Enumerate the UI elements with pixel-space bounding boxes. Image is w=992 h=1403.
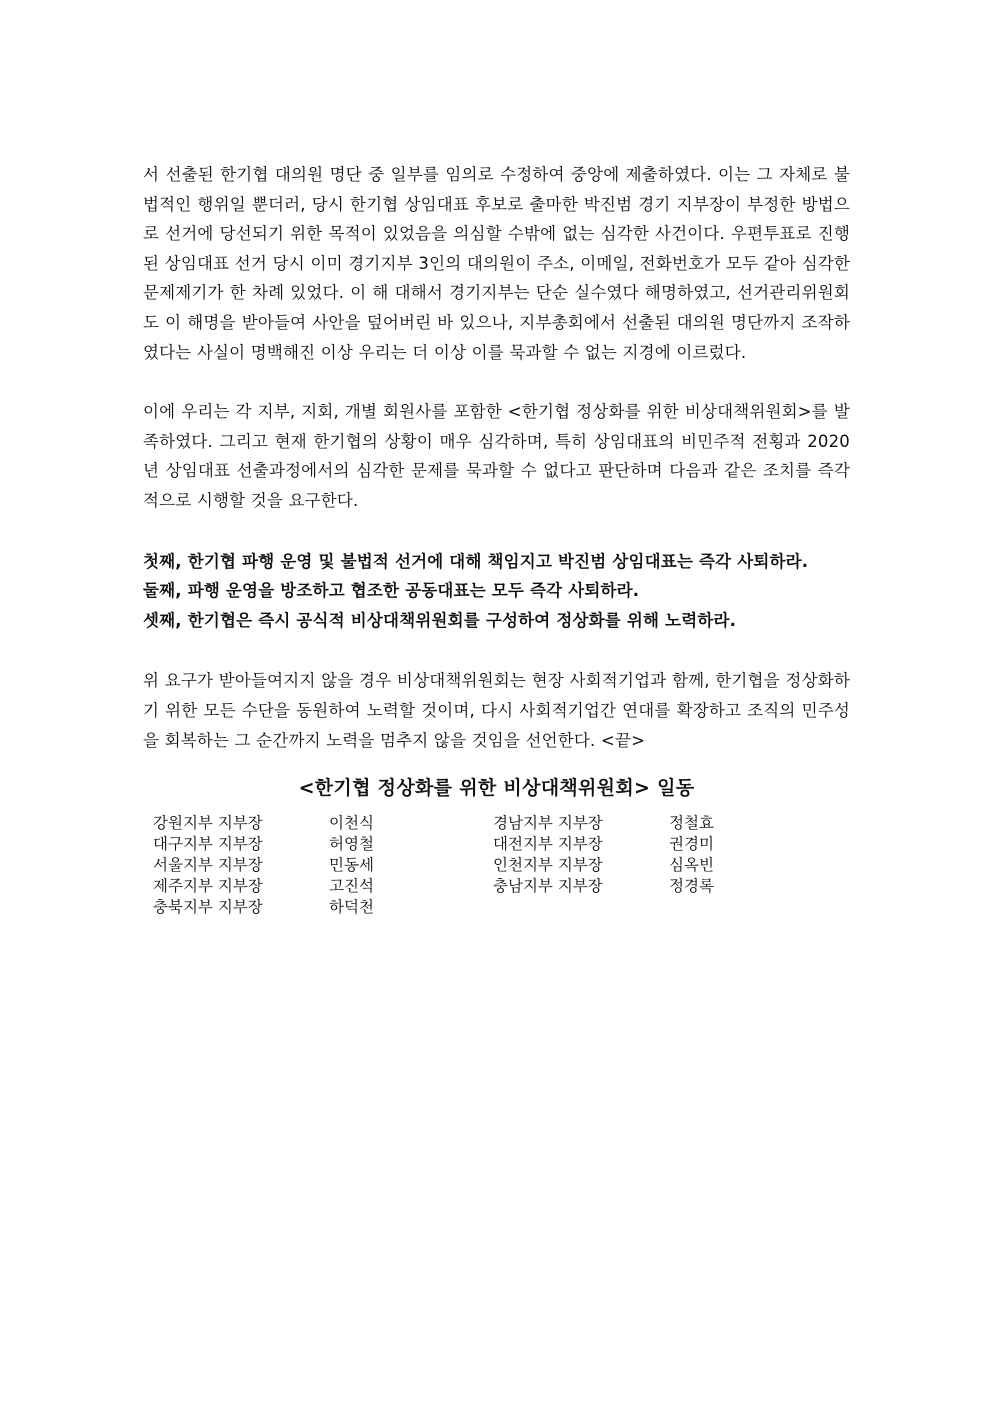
signer-row	[493, 855, 793, 876]
signer-row	[493, 813, 793, 834]
signers-block	[143, 813, 850, 918]
demand-item-2: 둘째, 파행 운영을 방조하고 협조한 공동대표는 모두 즉각 사퇴하라.	[143, 581, 640, 601]
demands-list	[143, 547, 850, 636]
paragraph-spacer	[143, 367, 850, 397]
signers-right-column	[493, 813, 793, 918]
signer-role: 충남지부 지부장	[493, 877, 603, 896]
demand-item-3: 셋째, 한기협은 즉시 공식적 비상대책위원회를 구성하여 정상화를 위해 노력하라.	[143, 610, 737, 630]
signer-row	[153, 855, 493, 876]
signer-name: 정철효	[669, 814, 714, 833]
signers-left-column	[153, 813, 493, 918]
signer-name: 하덕천	[329, 898, 374, 917]
signer-role: 제주지부 지부장	[153, 877, 263, 896]
signer-role: 충북지부 지부장	[153, 898, 263, 917]
signer-row	[493, 834, 793, 855]
paragraph-spacer	[143, 516, 850, 547]
signer-name: 정경록	[669, 877, 714, 896]
signer-name: 심옥빈	[669, 856, 714, 875]
body-paragraph-2: 이에 우리는 각 지부, 지회, 개별 회원사를 포함한 <한기협 정상화를 위한 비상대책위원회>를 발족하였다. 그리고 현재 한기협의 상황이 매우 심각하며, 특히 상임대표의 비민주적 전횡과 2020년 상임대표 선출과정에서의 심각한 문제를 묵과할 수 없다고 판단하며 다음과 같은 조치를 즉각적으로 시행할 것을 요구한다.	[143, 402, 850, 510]
signer-name: 민동세	[329, 856, 374, 875]
signer-name: 이천식	[329, 814, 374, 833]
closing-paragraph: 위 요구가 받아들여지지 않을 경우 비상대책위원회는 현장 사회적기업과 함께, 한기협을 정상화하기 위한 모든 수단을 동원하여 노력할 것이며, 다시 사회적기업간 연대를 확장하고 조직의 민주성을 회복하는 그 순간까지 노력을 멈추지 않을 것임을 선언한다. <끝>	[143, 671, 850, 750]
signer-name: 권경미	[669, 835, 714, 854]
signer-name: 고진석	[329, 877, 374, 896]
signer-row	[153, 876, 493, 897]
signer-row	[153, 834, 493, 855]
signer-role: 경남지부 지부장	[493, 814, 603, 833]
signer-role: 대구지부 지부장	[153, 835, 263, 854]
signer-row	[153, 897, 493, 918]
document-page	[143, 160, 850, 918]
signer-role: 강원지부 지부장	[153, 814, 263, 833]
signer-row	[493, 876, 793, 897]
body-paragraph-1: 서 선출된 한기협 대의원 명단 중 일부를 임의로 수정하여 중앙에 제출하였다. 이는 그 자체로 불법적인 행위일 뿐더러, 당시 한기협 상임대표 후보로 출마한 박진범 경기 지부장이 부정한 방법으로 선거에 당선되기 위한 목적이 있었음을 의심할 수밖에 없는 심각한 사건이다. 우편투표로 진행된 상임대표 선거 당시 이미 경기지부 3인의 대의원이 주소, 이메일, 전화번호가 모두 같아 심각한 문제제기가 한 차례 있었다. 이 해 대해서 경기지부는 단순 실수였다 해명하였고, 선거관리위원회도 이 해명을 받아들여 사안을 덮어버린 바 있으나, 지부총회에서 선출된 대의원 명단까지 조작하였다는 사실이 명백해진 이상 우리는 더 이상 이를 묵과할 수 없는 지경에 이르렀다.	[143, 165, 850, 362]
signer-role: 대전지부 지부장	[493, 835, 603, 854]
demand-item-1: 첫째, 한기협 파행 운영 및 불법적 선거에 대해 책임지고 박진범 상임대표는 즉각 사퇴하라.	[143, 551, 809, 571]
signature-title: <한기협 정상화를 위한 비상대책위원회> 일동	[298, 777, 695, 800]
signer-role: 서울지부 지부장	[153, 856, 263, 875]
signer-name: 허영철	[329, 835, 374, 854]
signer-role: 인천지부 지부장	[493, 856, 603, 875]
signer-row	[153, 813, 493, 834]
paragraph-spacer	[143, 635, 850, 666]
